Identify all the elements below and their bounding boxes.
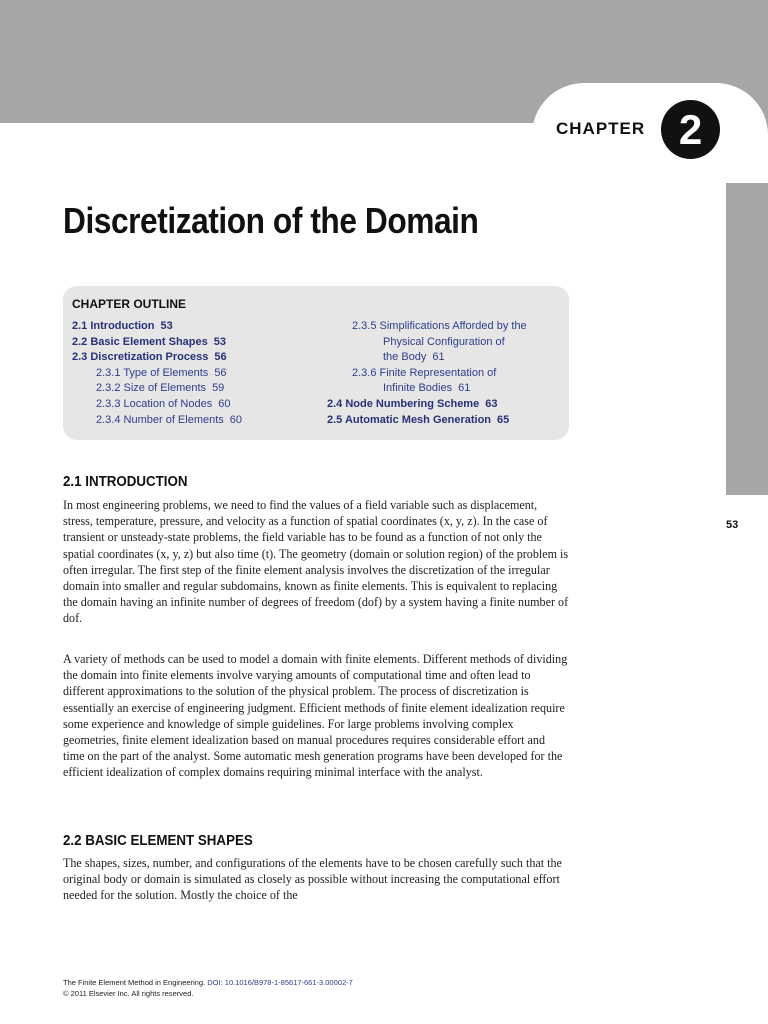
outline-entry[interactable] xyxy=(72,397,242,413)
chapter-number-badge: 2 xyxy=(661,100,720,159)
outline-entry-label: Infinite Bodies xyxy=(383,382,453,395)
section-heading-introduction: 2.1 INTRODUCTION xyxy=(63,474,188,490)
outline-entry-page: 63 xyxy=(485,397,498,410)
outline-entry-page: 53 xyxy=(213,335,226,348)
footer-copyright: © 2011 Elsevier Inc. All rights reserved. xyxy=(63,989,194,998)
outline-entry-label: the Body xyxy=(383,351,427,364)
footer-book-title: The Finite Element Method in Engineering. xyxy=(63,978,206,987)
footer-doi-link[interactable]: DOI: 10.1016/B978-1-85617-661-3.00002-7 xyxy=(207,978,353,987)
section-heading-basic-element-shapes: 2.2 BASIC ELEMENT SHAPES xyxy=(63,833,253,849)
outline-left-column xyxy=(72,319,242,428)
paragraph-text: In most engineering problems, we need to find the values of a field variable such as displacement, stress, temperature, pressure, and velocity as a function of spatial coordinates (x, y, z). In the case of transient or unsteady-state problems, the field variable has to be found as a function of not only the spatial coordinates (x, y, z) but also time (t). The geometry (domain or solution region) of the problem is often irregular. The first step of the finite element analysis involves the discretization of the irregular domain into smaller and regular subdomains, known as finite elements. This is equivalent to replacing the domain having an infinite number of degrees of freedom (dof) by a system having a finite number of dof. xyxy=(63,498,569,626)
outline-entry[interactable] xyxy=(327,350,527,366)
outline-entry[interactable] xyxy=(327,335,527,351)
outline-entry-label: 2.5 Automatic Mesh Generation xyxy=(327,413,492,426)
outline-entry-page: 56 xyxy=(214,351,227,364)
chapter-title: Discretization of the Domain xyxy=(63,200,479,241)
paragraph-text: A variety of methods can be used to model a domain with finite elements. Different methods of dividing the domain into finite elements involve varying amounts of computational time and often lead to different approximations to the solution of the physical problem. The process of discretization is essentially an exercise of engineering judgment. Efficient methods of finite element idealization require some experience and knowledge of simple guidelines. For large problems involving complex geometries, finite element idealization based on manual procedures requires considerable effort and time on the part of the analyst. Some automatic mesh generation programs have been developed for the efficient idealization of complex domains requiring minimal interface with the analyst. xyxy=(63,652,568,780)
outline-entry-page: 61 xyxy=(432,351,445,364)
outline-entry-label: 2.3.6 Finite Representation of xyxy=(352,366,497,379)
outline-entry-label: 2.4 Node Numbering Scheme xyxy=(327,397,480,410)
outline-entry[interactable] xyxy=(72,413,242,429)
paragraph xyxy=(63,651,569,781)
outline-entry[interactable] xyxy=(327,319,527,335)
paragraph xyxy=(63,497,569,627)
outline-entry[interactable] xyxy=(72,335,242,351)
outline-entry[interactable] xyxy=(72,350,242,366)
outline-entry-page: 56 xyxy=(214,366,227,379)
outline-entry[interactable] xyxy=(72,366,242,382)
outline-entry-page: 60 xyxy=(218,397,231,410)
outline-entry[interactable] xyxy=(72,381,242,397)
outline-entry-label: 2.3.1 Type of Elements xyxy=(96,366,209,379)
outline-entry[interactable] xyxy=(327,366,527,382)
chapter-outline-box xyxy=(63,286,569,440)
chapter-label: CHAPTER xyxy=(556,119,646,138)
outline-entry-label: 2.1 Introduction xyxy=(72,320,155,332)
outline-entry-page: 53 xyxy=(160,320,173,332)
outline-entry-label: 2.3.5 Simplifications Afforded by the xyxy=(352,320,527,332)
paragraph xyxy=(63,855,569,904)
paragraph-text: The shapes, sizes, number, and configurations of the elements have to be chosen carefully such that the original body or domain is simulated as closely as possible without increasing the computational effort needed for the solution. Mostly the choice of the xyxy=(63,856,562,903)
outline-entry-page: 65 xyxy=(497,413,510,426)
outline-entry-label: 2.3 Discretization Process xyxy=(72,351,209,364)
outline-entry[interactable] xyxy=(72,319,242,335)
outline-entry-page: 61 xyxy=(458,382,471,395)
chapter-outline-heading: CHAPTER OUTLINE xyxy=(72,297,186,311)
outline-entry-page: 60 xyxy=(229,413,243,426)
page-number: 53 xyxy=(726,519,739,531)
outline-right-column xyxy=(327,319,527,428)
footer xyxy=(63,977,353,999)
outline-entry-label: 2.3.3 Location of Nodes xyxy=(96,397,213,410)
outline-entry[interactable] xyxy=(327,381,527,397)
outline-entry-label: 2.2 Basic Element Shapes xyxy=(72,335,208,348)
outline-entry-label: 2.3.4 Number of Elements xyxy=(96,413,224,426)
outline-entry[interactable] xyxy=(327,413,527,429)
outline-entry[interactable] xyxy=(327,397,527,413)
outline-entry-page: 59 xyxy=(212,382,225,395)
outline-entry-label: Physical Configuration of xyxy=(383,335,505,348)
outline-entry-label: 2.3.2 Size of Elements xyxy=(96,382,207,395)
